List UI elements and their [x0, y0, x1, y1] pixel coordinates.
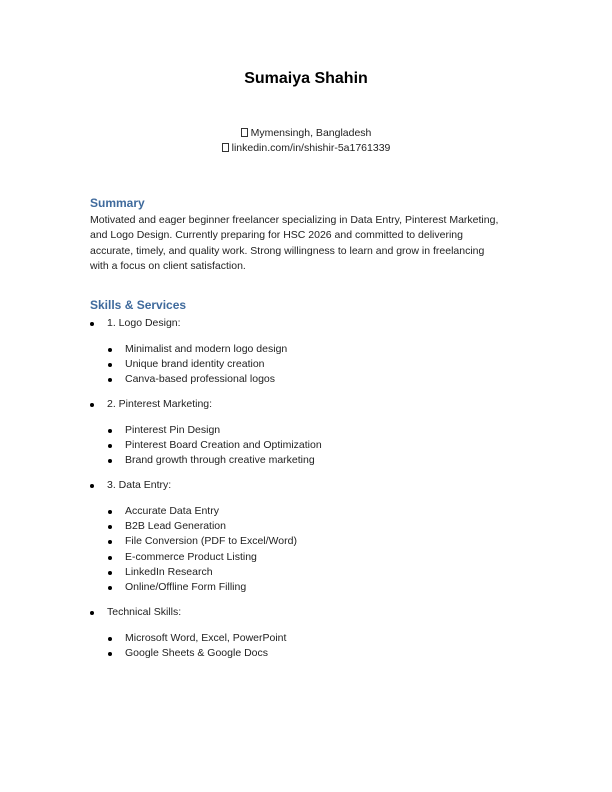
location-line: [0, 127, 612, 139]
skill-item: Canva-based professional logos: [125, 372, 287, 387]
location-icon: [241, 128, 248, 137]
linkedin-icon: [222, 143, 229, 152]
linkedin-link[interactable]: linkedin.com/in/shishir-5a1761339: [231, 142, 391, 154]
summary-line: Motivated and eager beginner freelancer specializing in Data Entry, Pinterest Marketing,: [90, 214, 499, 226]
skills-heading: Skills & Services: [90, 298, 187, 312]
skill-item-list: [125, 423, 322, 469]
skill-group-list: [107, 316, 181, 331]
summary-line: with a focus on client satisfaction.: [90, 259, 246, 272]
skill-item: Accurate Data Entry: [125, 504, 297, 519]
skill-group-title: Technical Skills:: [107, 605, 181, 620]
skill-item-list: [125, 504, 297, 595]
skill-item: Pinterest Pin Design: [125, 423, 322, 438]
skill-item: LinkedIn Research: [125, 565, 297, 580]
skill-item: File Conversion (PDF to Excel/Word): [125, 534, 297, 549]
linkedin-line[interactable]: [0, 142, 612, 154]
skill-item-list: [125, 631, 286, 661]
summary-heading: Summary: [90, 196, 145, 210]
skill-item: Unique brand identity creation: [125, 357, 287, 372]
skill-group-list: [107, 397, 212, 412]
summary-line: and Logo Design. Currently preparing for HSC 2026 and committed to delivering: [90, 229, 463, 242]
skill-item: B2B Lead Generation: [125, 519, 297, 534]
skill-item: Google Sheets & Google Docs: [125, 646, 286, 661]
location-text: Mymensingh, Bangladesh: [250, 127, 372, 139]
summary-paragraph: [90, 213, 530, 274]
skill-item: Brand growth through creative marketing: [125, 453, 322, 468]
skill-group-list: [107, 605, 181, 620]
candidate-name: Sumaiya Shahin: [244, 70, 368, 87]
skill-group-title: 2. Pinterest Marketing:: [107, 397, 212, 412]
skill-item: Minimalist and modern logo design: [125, 342, 287, 357]
skill-item: Online/Offline Form Filling: [125, 580, 297, 595]
skill-group-title: 1. Logo Design:: [107, 316, 181, 331]
skill-item-list: [125, 342, 287, 388]
skill-group-list: [107, 478, 171, 493]
skill-group-title: 3. Data Entry:: [107, 478, 171, 493]
skill-item: Microsoft Word, Excel, PowerPoint: [125, 631, 286, 646]
skill-item: E-commerce Product Listing: [125, 550, 297, 565]
skill-item: Pinterest Board Creation and Optimization: [125, 438, 322, 453]
summary-line: accurate, timely, and quality work. Strong willingness to learn and grow in freelancing: [90, 244, 485, 257]
